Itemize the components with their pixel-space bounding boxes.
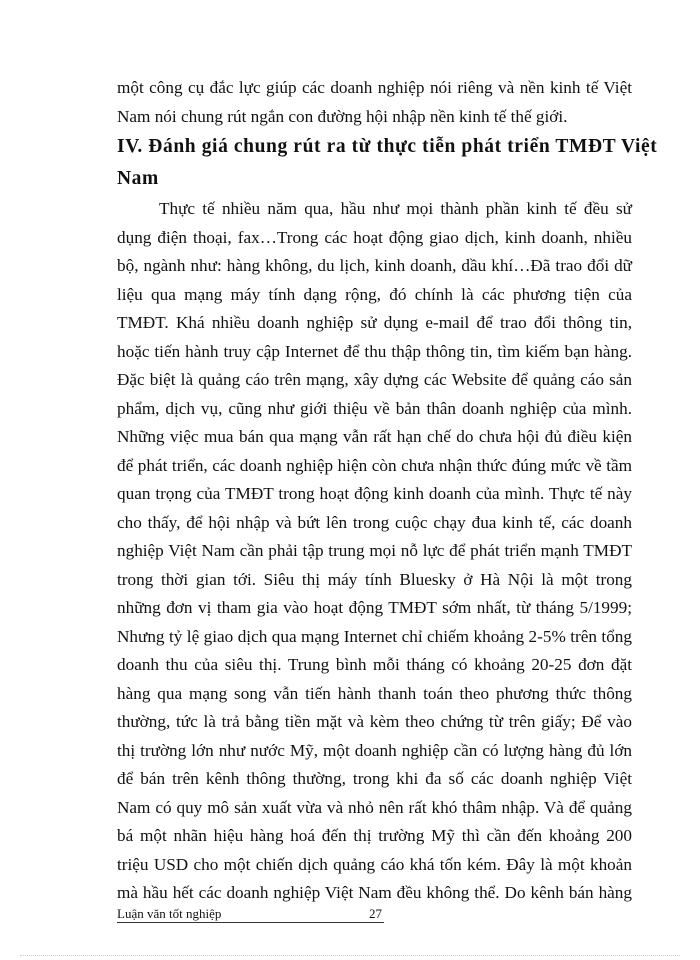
- text-line: nghiệp Việt Nam cần phải tập trung mọi nỗ lực để phát triển mạnh TMĐT: [117, 541, 632, 560]
- page-footer: [117, 906, 384, 923]
- text-line: Nhưng tỷ lệ giao dịch qua mạng Internet chỉ chiếm khoảng 2-5% trên tổng: [117, 626, 632, 646]
- heading-line: Nam: [117, 168, 159, 189]
- text-line: triệu USD cho một chiến dịch quảng cáo khá tốn kém. Đây là một khoản: [117, 854, 632, 874]
- text-line: thị trường lớn như nước Mỹ, một doanh nghiệp cần có lượng hàng đủ lớn: [117, 740, 632, 760]
- text-line: bá một nhãn hiệu hàng hoá đến thị trường Mỹ thì cần đến khoảng 200: [117, 826, 632, 845]
- intro-paragraph: [117, 74, 632, 131]
- footer-label: Luận văn tốt nghiệp: [117, 906, 222, 921]
- section-heading: [117, 131, 658, 195]
- text-line: bộ, ngành như: hàng không, du lịch, kinh doanh, dầu khí…Đã trao đổi dữ: [117, 256, 632, 275]
- text-line: hàng qua mạng song vẫn tiến hành thanh toán theo phương thức thông: [117, 683, 632, 703]
- text-line: TMĐT. Khá nhiều doanh nghiệp sử dụng e-mail để trao đổi thông tin,: [117, 313, 632, 332]
- document-page: [117, 74, 658, 908]
- body-paragraph: [117, 195, 632, 908]
- text-line: mà hầu hết các doanh nghiệp Việt Nam đều không thể. Do kênh bán hàng: [117, 883, 632, 902]
- page-number: 27: [369, 906, 382, 921]
- text-line: những đơn vị tham gia vào hoạt động TMĐT sớm nhất, từ tháng 5/1999;: [117, 598, 632, 617]
- text-line: để phát triển, các doanh nghiệp hiện còn chưa nhận thức đúng mức về tầm: [117, 455, 632, 475]
- text-line: dụng điện thoại, fax…Trong các hoạt động giao dịch, kinh doanh, nhiều: [117, 227, 632, 247]
- text-line: một công cụ đắc lực giúp các doanh nghiệp nói riêng và nền kinh tế Việt: [117, 78, 632, 97]
- text-line: để bán trên kênh thông thường, trong khi đa số các doanh nghiệp Việt: [117, 769, 632, 788]
- text-line: cho thấy, để hội nhập và bứt lên trong cuộc chạy đua kinh tế, các doanh: [117, 512, 632, 532]
- page-boundary: [20, 955, 680, 956]
- text-line: Những việc mua bán qua mạng vẫn rất hạn chế do chưa hội đủ điều kiện: [117, 427, 632, 446]
- text-line: Nam nói chung rút ngắn con đường hội nhập nền kinh tế thế giới.: [117, 106, 568, 126]
- heading-line: IV. Đánh giá chung rút ra từ thực tiễn phát triển TMĐT Việt: [117, 136, 658, 157]
- text-line: Đặc biệt là quảng cáo trên mạng, xây dựng các Website để quảng cáo sản: [117, 370, 632, 389]
- text-line: doanh thu của siêu thị. Trung bình mỗi tháng có khoảng 20-25 đơn đặt: [117, 655, 632, 674]
- text-line: Thực tế nhiều năm qua, hầu như mọi thành phần kinh tế đều sử: [159, 199, 632, 218]
- text-line: hoặc tiến hành truy cập Internet để thu thập thông tin, tìm kiếm bạn hàng.: [117, 341, 632, 361]
- text-line: quan trọng của TMĐT trong hoạt động kinh doanh của mình. Thực tế này: [117, 484, 632, 503]
- text-line: liệu qua mạng máy tính dạng rộng, đó chính là các phương tiện của: [117, 284, 632, 304]
- text-line: Nam có quy mô sản xuất vừa và nhỏ nên rất khó thâm nhập. Và để quảng: [117, 797, 632, 817]
- text-line: trong thời gian tới. Siêu thị máy tính Bluesky ở Hà Nội là một trong: [117, 569, 632, 589]
- text-line: thường, tức là trả bằng tiền mặt và kèm theo chứng từ trên giấy; Để vào: [117, 712, 632, 731]
- text-line: phẩm, dịch vụ, cũng như giới thiệu về bản thân doanh nghiệp của mình.: [117, 398, 632, 418]
